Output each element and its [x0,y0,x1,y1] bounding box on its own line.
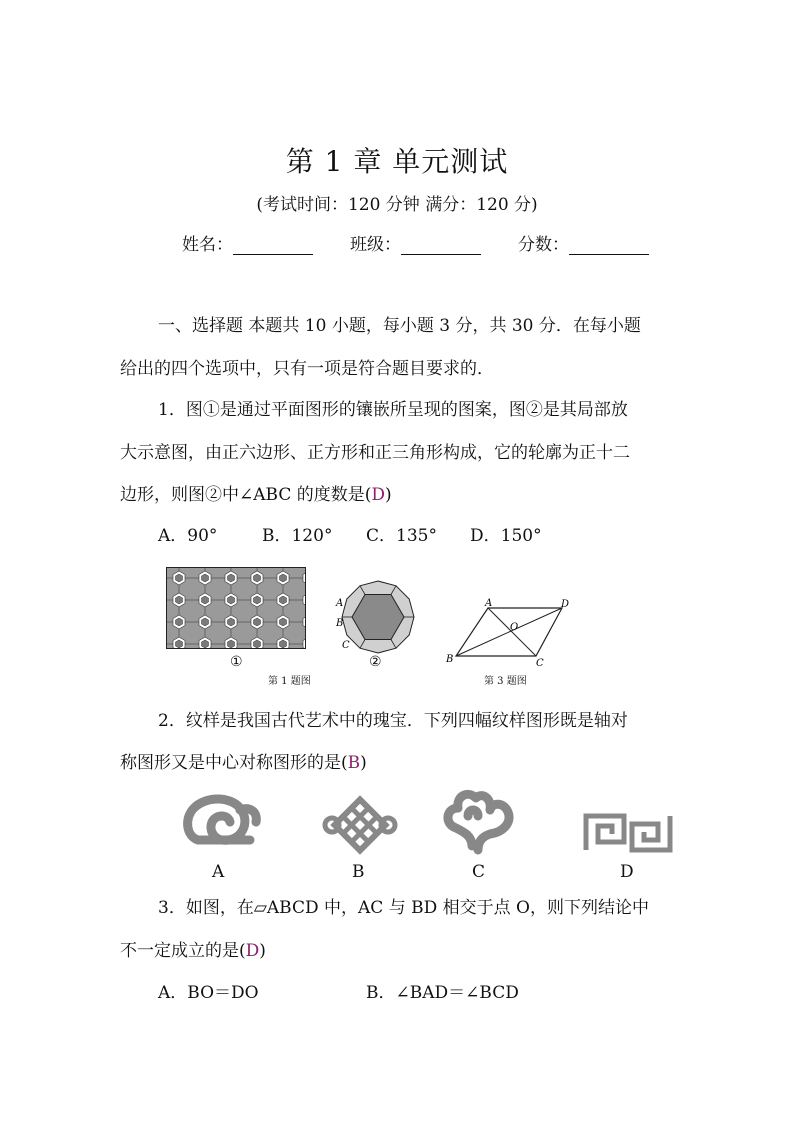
q1-answer: D [371,485,386,505]
q3-option-b[interactable]: B．∠BAD＝∠BCD [366,983,519,1003]
pattern-a-label: A [212,862,225,882]
q1-line3 [120,485,392,505]
q3-close-paren: ) [259,941,266,961]
q3-answer: D [245,941,260,961]
q1-option-b[interactable]: B．120° [262,526,333,546]
fig3-label-c: C [536,658,544,669]
class-label: 班级： [350,235,401,255]
pattern-d-fret-icon[interactable] [582,810,674,856]
class-blank[interactable] [401,236,481,255]
fig3-label-b: B [446,654,454,665]
q3-option-a[interactable]: A．BO＝DO [158,983,259,1003]
fig1-title: 第 1 题图 [268,676,311,687]
fig2-label-c: C [342,640,350,651]
pattern-a-spiral-icon[interactable] [178,788,262,858]
q3-line1: 3．如图，在▱ABCD 中，AC 与 BD 相交于点 O，则下列结论中 [158,898,649,918]
name-field[interactable] [182,230,313,255]
dodecagon-figure [334,578,418,656]
fig2-label-b: B [336,618,344,629]
fig3-label-o: O [510,622,519,633]
q1-line3-text: 边形，则图②中∠ABC 的度数是( [120,485,372,505]
q1-line2: 大示意图，由正六边形、正方形和正三角形构成，它的轮廓为正十二 [120,443,630,463]
fig3-label-a: A [485,598,493,609]
parallelogram-figure [440,596,580,670]
q3-line2-text: 不一定成立的是( [120,941,246,961]
q1-line1: 1．图①是通过平面图形的镶嵌所呈现的图案，图②是其局部放 [158,400,628,420]
section-intro-line1: 一、选择题 本题共 10 小题，每小题 3 分，共 30 分．在每小题 [158,316,641,336]
q1-option-d[interactable]: D．150° [470,526,542,546]
fig1-caption: ① [230,654,243,670]
q2-close-paren: ) [360,753,367,773]
pattern-b-label: B [352,862,365,882]
score-label: 分数： [518,235,569,255]
q2-line2 [120,753,367,773]
fig3-title: 第 3 题图 [484,676,527,687]
q2-line1: 2．纹样是我国古代艺术中的瑰宝．下列四幅纹样图形既是轴对 [158,711,628,731]
pattern-c-cloud-icon[interactable] [438,786,522,858]
score-field[interactable] [518,230,649,255]
name-blank[interactable] [233,236,313,255]
name-label: 姓名： [182,235,233,255]
tessellation-figure [166,567,306,649]
exam-subtitle: (考试时间：120 分钟 满分：120 分) [256,195,538,215]
pattern-d-label: D [620,862,634,882]
q3-line2 [120,941,266,961]
q2-line2-text: 称图形又是中心对称图形的是( [120,753,348,773]
page-title: 第 1 章 单元测试 [285,145,509,178]
score-blank[interactable] [569,236,649,255]
pattern-b-knot-icon[interactable] [318,790,402,860]
q1-option-c[interactable]: C．135° [366,526,437,546]
q2-answer: B [347,753,361,773]
q1-close-paren: ) [385,485,392,505]
class-field[interactable] [350,230,481,255]
section-intro-line2: 给出的四个选项中，只有一项是符合题目要求的． [120,359,494,379]
pattern-c-label: C [472,862,486,882]
fig2-caption: ② [369,654,382,670]
fig2-label-a: A [336,598,344,609]
q1-option-a[interactable]: A．90° [158,526,218,546]
fig3-label-d: D [561,599,570,610]
